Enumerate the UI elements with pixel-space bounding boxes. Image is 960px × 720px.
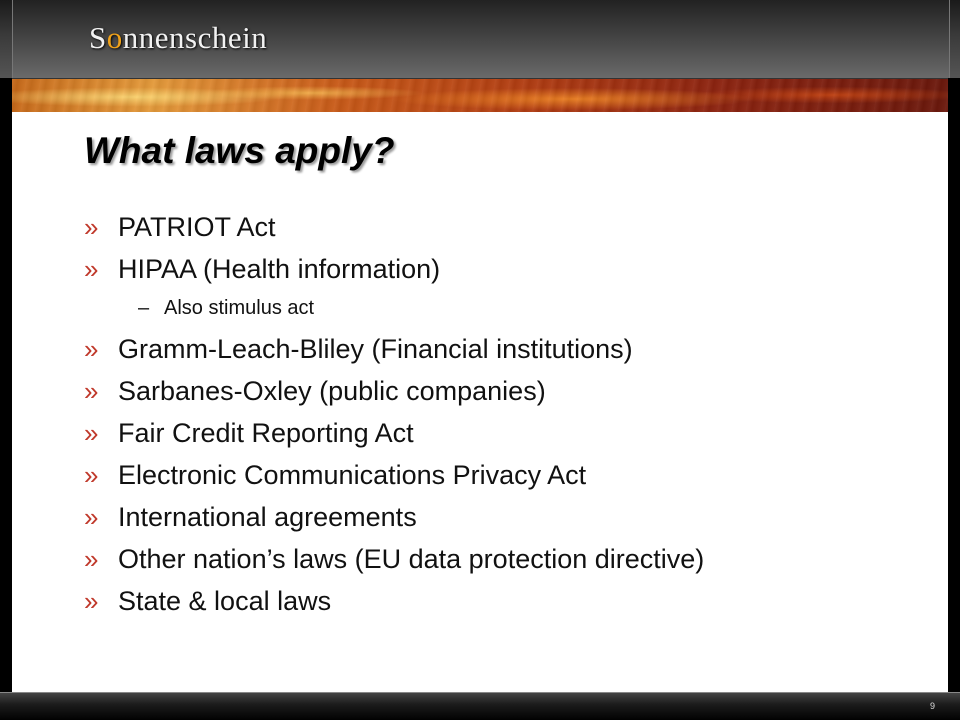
bullet-item (84, 496, 704, 538)
decorative-fire-banner (12, 78, 948, 113)
bullet-text: Gramm-Leach-Bliley (Financial institutions) (118, 334, 633, 364)
bullet-marker: » (84, 254, 99, 284)
bullet-text: State & local laws (118, 586, 332, 616)
bullet-item (84, 206, 704, 248)
bullet-text: International agreements (118, 502, 417, 532)
bullet-text: PATRIOT Act (118, 212, 276, 242)
bullet-marker: » (84, 460, 99, 490)
bullet-item (84, 538, 704, 580)
sub-bullet-marker: – (138, 297, 150, 319)
footer-bar (0, 692, 960, 720)
bullet-marker: » (84, 334, 99, 364)
logo-rest: nnenschein (122, 20, 268, 55)
bullet-marker: » (84, 376, 99, 406)
bullet-text: Electronic Communications Privacy Act (118, 460, 587, 490)
bullet-marker: » (84, 502, 99, 532)
bullet-marker: » (84, 418, 99, 448)
logo-prefix: S (89, 20, 107, 55)
header-panel (12, 0, 950, 78)
bullet-item (84, 454, 704, 496)
bullet-item (84, 370, 704, 412)
bullet-marker: » (84, 544, 99, 574)
bullet-marker: » (84, 212, 99, 242)
brand-logo (89, 20, 267, 56)
sub-bullet-text: Also stimulus act (164, 297, 315, 319)
bullet-item (84, 412, 704, 454)
bullet-item (84, 248, 704, 290)
bullet-text: HIPAA (Health information) (118, 254, 441, 284)
bullet-text: Fair Credit Reporting Act (118, 418, 414, 448)
header-bar (0, 0, 960, 78)
page-number: 9 (929, 701, 935, 711)
bullet-text: Sarbanes-Oxley (public companies) (118, 376, 546, 406)
bullet-item (84, 328, 704, 370)
slide-title: What laws apply? (84, 130, 395, 171)
bullet-item (84, 580, 704, 622)
bullet-marker: » (84, 586, 99, 616)
logo-accent: o (106, 20, 123, 55)
bullet-text: Other nation’s laws (EU data protection directive) (118, 544, 705, 574)
slide-content (12, 112, 948, 692)
bullet-list (84, 206, 704, 622)
sub-bullet-item (84, 288, 704, 328)
